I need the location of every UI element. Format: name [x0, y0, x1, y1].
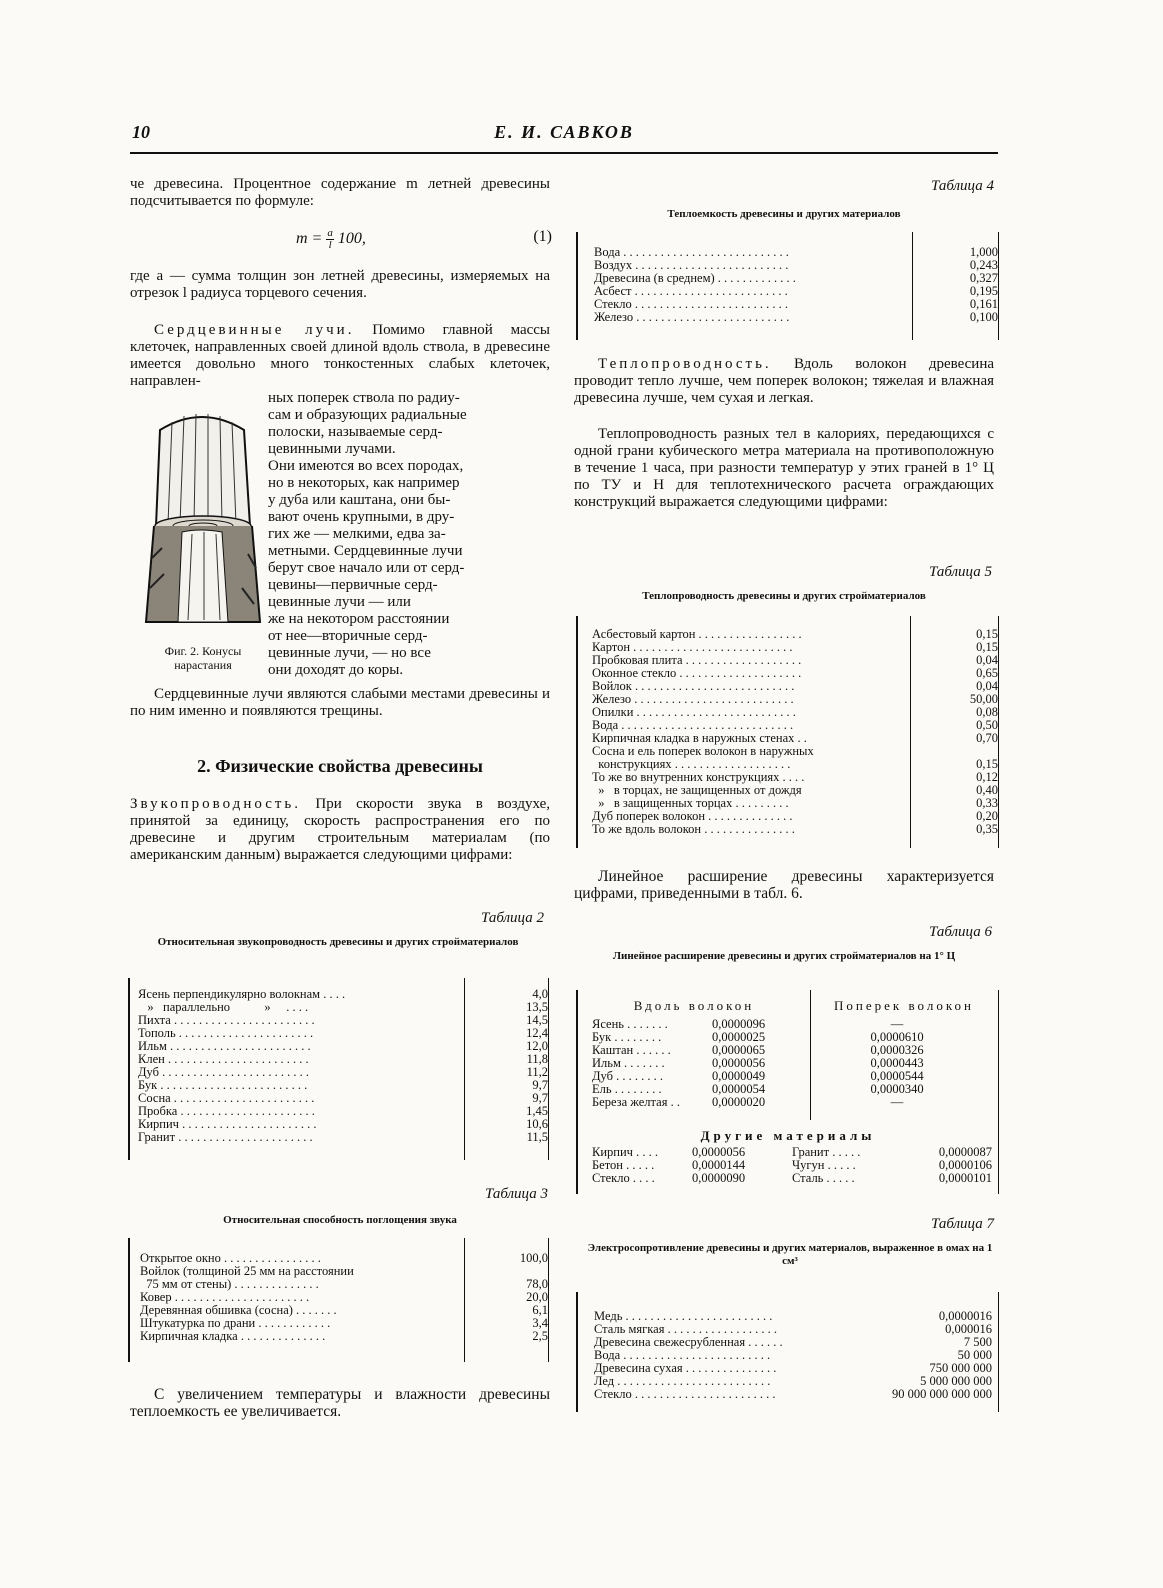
- table-label: Таблица 5: [929, 564, 992, 580]
- row-value: 0,20: [976, 809, 998, 823]
- row-value: 1,000: [969, 245, 998, 259]
- row-value: 0,40: [976, 783, 998, 797]
- column-header-along: Вдоль волокон: [633, 998, 755, 1013]
- paragraph: Линейное расширение древесины характеризуется цифрами, приведенными в табл. 6.: [574, 868, 994, 902]
- row-value: 12,4: [526, 1026, 548, 1040]
- row-label: Сталь мягкая . . . . . . . . . . . . . . . . . .: [594, 1323, 777, 1336]
- row-label: Древесина сухая . . . . . . . . . . . . . . .: [594, 1362, 777, 1375]
- table-row: [594, 1388, 992, 1401]
- row-value: 11,8: [526, 1052, 548, 1066]
- row-value: 0,33: [976, 796, 998, 810]
- row-label: Пихта . . . . . . . . . . . . . . . . . . . . . . .: [138, 1014, 315, 1027]
- row-label: Чугун . . . . .: [792, 1158, 856, 1172]
- paragraph: Теплопроводность разных тел в калориях, передающихся с одной грани кубического метра материала на противоположную в течение 1 часа, при разности температур у этих граней в 1° Ц по ТУ и Н для теплотехнического расчета ограждающих конструкций выражается следующими цифрами:: [574, 426, 994, 510]
- row-value: 0,0000144: [692, 1158, 746, 1172]
- paragraph: где a — сумма толщин зон летней древесины, измеряемых на отрезок l радиуса торцевого сечения.: [130, 268, 550, 301]
- row-label: Гранит . . . . . . . . . . . . . . . . . . . . . .: [138, 1131, 313, 1144]
- row-value: 0,0000101: [938, 1171, 992, 1185]
- row-value: 0,0000056: [692, 1145, 746, 1159]
- table-row: [594, 259, 998, 272]
- row-label: Ясень . . . . . . .: [592, 1017, 668, 1031]
- row-label: » в торцах, не защищенных от дождя: [592, 784, 802, 797]
- value-across: —: [890, 1095, 904, 1109]
- row-label: Ясень перпендикулярно волокнам . . . .: [138, 988, 346, 1001]
- row-label: Древесина свежесрубленная . . . . . .: [594, 1336, 783, 1349]
- row-value: 12,0: [526, 1039, 548, 1053]
- row-label: Ильм . . . . . . . . . . . . . . . . . . . . . . .: [138, 1040, 311, 1053]
- row-value: 4,0: [532, 987, 548, 1001]
- table-row: [594, 298, 998, 311]
- row-label: Дуб . . . . . . . . . . . . . . . . . . . . . . . .: [138, 1066, 309, 1079]
- row-label: Сосна и ель поперек волокон в наружных: [592, 745, 814, 758]
- table-row: [140, 1291, 548, 1304]
- row-label: Картон . . . . . . . . . . . . . . . . . . . . . . . . . .: [592, 641, 793, 654]
- row-label: Деревянная обшивка (сосна) . . . . . . .: [140, 1304, 337, 1317]
- table-row: [140, 1304, 548, 1317]
- row-value: 0,000016: [945, 1322, 992, 1336]
- row-value: 0,195: [969, 284, 998, 298]
- row-label: Войлок (толщиной 25 мм на расстоянии: [140, 1265, 354, 1278]
- row-value: 0,50: [976, 718, 998, 732]
- table-row: [592, 706, 998, 719]
- row-label: То же во внутренних конструкциях . . . .: [592, 771, 805, 784]
- value-across: 0,0000544: [870, 1069, 924, 1083]
- row-label: Медь . . . . . . . . . . . . . . . . . . . . . . . .: [594, 1310, 773, 1323]
- row-label: Железо . . . . . . . . . . . . . . . . . . . . . . . . . .: [592, 693, 794, 706]
- row-label: Клен . . . . . . . . . . . . . . . . . . . . . . .: [138, 1053, 309, 1066]
- table-label: Таблица 2: [481, 910, 544, 926]
- table-row: [592, 1172, 992, 1185]
- row-value: 0,0000106: [938, 1158, 992, 1172]
- table-label: Таблица 6: [929, 924, 992, 940]
- page-number: 10: [132, 122, 150, 142]
- row-label: Ковер . . . . . . . . . . . . . . . . . . . . . .: [140, 1291, 310, 1304]
- row-label: Тополь . . . . . . . . . . . . . . . . . . . . . .: [138, 1027, 314, 1040]
- row-label: Опилки . . . . . . . . . . . . . . . . . . . . . . . . . .: [592, 706, 796, 719]
- value-across: 0,0000443: [870, 1056, 924, 1070]
- table-row: [138, 1066, 548, 1079]
- value-across: —: [890, 1017, 904, 1031]
- row-label: Оконное стекло . . . . . . . . . . . . . . . . . . . .: [592, 667, 802, 680]
- value-along: 0,0000054: [712, 1082, 766, 1096]
- table-row: [140, 1252, 548, 1265]
- table-3: [128, 1238, 549, 1362]
- row-label: Ильм . . . . . . .: [592, 1056, 665, 1070]
- paragraph: Сердцевинные лучи. Помимо главной массы клеточек, направленных своей длиной вдоль ствола, в древесине имеется довольно много тонкостенных слабых клеточек, направлен-: [130, 322, 551, 389]
- table-row: [138, 1040, 548, 1053]
- table-row: [594, 1310, 992, 1323]
- row-value: 11,5: [526, 1130, 548, 1144]
- page-header: [130, 118, 998, 154]
- row-label: Вода . . . . . . . . . . . . . . . . . . . . . . . . . . .: [594, 246, 789, 259]
- row-value: 0,15: [976, 627, 998, 641]
- value-across: 0,0000326: [870, 1043, 924, 1057]
- table-title: Относительная звукопроводность древесины и других стройматериалов: [157, 936, 519, 948]
- row-value: 0,161: [969, 297, 998, 311]
- table-row: [592, 667, 998, 680]
- row-label: Асбест . . . . . . . . . . . . . . . . . . . . . . . . .: [594, 285, 788, 298]
- table-row: [138, 1118, 548, 1131]
- table-row: [138, 1131, 548, 1144]
- row-value: 11,2: [526, 1065, 548, 1079]
- row-label: Асбестовый картон . . . . . . . . . . . . . . . . .: [592, 628, 802, 641]
- table-row: [140, 1278, 548, 1291]
- table-4: [576, 232, 999, 340]
- row-label: Вода . . . . . . . . . . . . . . . . . . . . . . . . . . . .: [592, 719, 794, 732]
- row-label: Кирпичная кладка . . . . . . . . . . . . . .: [140, 1330, 326, 1343]
- paragraph: Сердцевинные лучи являются слабыми местами древесины и по ним именно и появляются трещины.: [130, 686, 550, 719]
- row-label: Штукатурка по драни . . . . . . . . . . . .: [140, 1317, 331, 1330]
- row-value: 78,0: [526, 1277, 548, 1291]
- table-title: Линейное расширение древесины и других стройматериалов на 1° Ц: [612, 950, 956, 962]
- row-value: 20,0: [526, 1290, 548, 1304]
- row-value: 5 000 000 000: [920, 1374, 992, 1388]
- row-value: 50 000: [957, 1348, 992, 1362]
- paragraph: Звукопроводность. При скорости звука в воздухе, принятой за единицу, скорость распространения его по древесине и другим строительным материалам (по американским данным) выражается следующими цифрами:: [130, 796, 550, 863]
- formula: m = $\frac{a}{l} 100$, (1): [296, 227, 552, 251]
- row-label: Войлок . . . . . . . . . . . . . . . . . . . . . . . . . .: [592, 680, 795, 693]
- table-row: [594, 311, 998, 324]
- table-row: [592, 758, 998, 771]
- row-value: 0,35: [976, 822, 998, 836]
- value-along: 0,0000065: [712, 1043, 766, 1057]
- table-row: [592, 823, 998, 836]
- table-7: [576, 1292, 999, 1412]
- row-value: 2,5: [532, 1329, 548, 1343]
- table-title: Теплопроводность древесины и других стройматериалов: [642, 590, 926, 602]
- table-row: [138, 1105, 548, 1118]
- row-value: 0,70: [976, 731, 998, 745]
- growth-cones-figure: [142, 408, 264, 640]
- table-title: Теплоемкость древесины и других материалов: [667, 208, 901, 220]
- row-value: 6,1: [532, 1303, 548, 1317]
- row-label: Стекло . . . . . . . . . . . . . . . . . . . . . . . . .: [594, 298, 788, 311]
- table-row: [592, 810, 998, 823]
- table-title: Относительная способность поглощения звука: [223, 1214, 457, 1226]
- others-header: Другие материалы: [700, 1128, 876, 1143]
- row-value: 14,5: [526, 1013, 548, 1027]
- row-value: 0,12: [976, 770, 998, 784]
- row-value: 0,327: [969, 271, 998, 285]
- row-label: Кирпич . . . .: [592, 1145, 658, 1159]
- row-value: 9,7: [532, 1078, 548, 1092]
- table-row: [592, 1096, 996, 1109]
- table-6: [576, 990, 999, 1194]
- row-value: 90 000 000 000 000: [892, 1387, 992, 1401]
- table-row: [594, 1336, 992, 1349]
- table-row: [138, 1001, 548, 1014]
- table-5: [576, 616, 999, 848]
- paragraph: Теплопроводность. Вдоль волокон древесина проводит тепло лучше, чем поперек волокон; тяжелая и влажная древесина лучше, чем сухая и легкая.: [574, 356, 995, 406]
- row-label: Гранит . . . . .: [792, 1145, 861, 1159]
- row-value: 0,243: [969, 258, 998, 272]
- section-title: 2. Физические свойства древесины: [197, 756, 483, 776]
- formula-number: (1): [533, 228, 552, 245]
- table-row: [140, 1265, 548, 1278]
- row-value: 100,0: [519, 1251, 548, 1265]
- value-along: 0,0000020: [712, 1095, 766, 1109]
- paragraph: С увеличением температуры и влажности древесины теплоемкость ее увеличивается.: [130, 1386, 550, 1420]
- row-label: Вода . . . . . . . . . . . . . . . . . . . . . . . .: [594, 1349, 771, 1362]
- table-row: [592, 693, 998, 706]
- row-value: 0,0000090: [692, 1171, 746, 1185]
- row-label: Бетон . . . . .: [592, 1158, 655, 1172]
- row-value: 9,7: [532, 1091, 548, 1105]
- row-label: Открытое окно . . . . . . . . . . . . . . . .: [140, 1252, 321, 1265]
- row-value: 0,15: [976, 640, 998, 654]
- table-row: [592, 680, 998, 693]
- value-along: 0,0000025: [712, 1030, 766, 1044]
- row-value: 7 500: [963, 1335, 992, 1349]
- row-label: » параллельно » . . . .: [138, 1001, 309, 1014]
- row-value: 750 000 000: [929, 1361, 992, 1375]
- row-label: 75 мм от стены) . . . . . . . . . . . . . .: [140, 1278, 319, 1291]
- row-label: Стекло . . . . . . . . . . . . . . . . . . . . . . .: [594, 1388, 776, 1401]
- value-along: 0,0000056: [712, 1056, 766, 1070]
- table-row: [592, 797, 998, 810]
- running-head: Е. И. САВКОВ: [494, 122, 634, 142]
- value-across: 0,0000340: [870, 1082, 924, 1096]
- table-row: [592, 719, 998, 732]
- row-label: Дуб поперек волокон . . . . . . . . . . . . . .: [592, 810, 793, 823]
- row-label: Береза желтая . .: [592, 1095, 680, 1109]
- table-row: [138, 988, 548, 1001]
- table-row: [138, 1092, 548, 1105]
- table-row: [592, 771, 998, 784]
- row-label: Древесина (в среднем) . . . . . . . . . . . . .: [594, 272, 796, 285]
- row-label: Бук . . . . . . . .: [592, 1030, 662, 1044]
- row-value: 0,0000016: [938, 1309, 992, 1323]
- table-row: [594, 285, 998, 298]
- row-label: Железо . . . . . . . . . . . . . . . . . . . . . . . . .: [594, 311, 790, 324]
- row-value: 50,00: [969, 692, 998, 706]
- table-row: [592, 732, 998, 745]
- row-value: 0,15: [976, 757, 998, 771]
- table-label: Таблица 7: [931, 1216, 994, 1232]
- wrapped-text: ных поперек ствола по радиу- сам и образующих радиальные полоски, называемые серд- цевинными лучами. Они имеются во всех породах, но в некоторых, как например у дуба или каштана, они бы- вают очень крупными, в дру- гих же — мелкими, едва за- метными. Сердцевинные лучи берут свое начало или от серд- цевины—первичные серд- цевинные лучи — или же на некотором расстоянии от нее—вторичные серд- цевинные лучи, — но все они доходят до коры.: [268, 390, 467, 678]
- row-value: 3,4: [532, 1316, 548, 1330]
- table-row: [592, 784, 998, 797]
- row-value: 0,65: [976, 666, 998, 680]
- value-across: 0,0000610: [870, 1030, 924, 1044]
- table-row: [140, 1330, 548, 1343]
- paragraph: че древесина. Процентное содержание m летней древесины подсчитывается по формуле:: [130, 176, 550, 209]
- row-label: Сосна . . . . . . . . . . . . . . . . . . . . . . .: [138, 1092, 315, 1105]
- fraction: $\frac{a}{l}$: [327, 227, 333, 251]
- table-row: [140, 1317, 548, 1330]
- table-row: [592, 628, 998, 641]
- row-value: 0,04: [976, 679, 998, 693]
- row-value: 0,100: [969, 310, 998, 324]
- row-value: 0,04: [976, 653, 998, 667]
- table-row: [138, 1053, 548, 1066]
- row-label: Стекло . . . .: [592, 1171, 655, 1185]
- row-label: конструкциях . . . . . . . . . . . . . . . . . . .: [592, 758, 791, 771]
- table-label: Таблица 4: [931, 178, 994, 194]
- row-value: 1,45: [526, 1104, 548, 1118]
- table-title: Электросопротивление древесины и других материалов, выраженное в омах на 1 см³: [587, 1242, 993, 1267]
- table-row: [138, 1027, 548, 1040]
- row-label: Ель . . . . . . . .: [592, 1082, 662, 1096]
- row-label: Сталь . . . . .: [792, 1171, 855, 1185]
- table-row: [592, 654, 998, 667]
- table-row: [594, 1323, 992, 1336]
- row-value: 0,0000087: [938, 1145, 992, 1159]
- row-label: Воздух . . . . . . . . . . . . . . . . . . . . . . . . .: [594, 259, 789, 272]
- row-value: 10,6: [526, 1117, 548, 1131]
- row-label: Лед . . . . . . . . . . . . . . . . . . . . . . . . .: [594, 1375, 771, 1388]
- row-label: Бук . . . . . . . . . . . . . . . . . . . . . . . .: [138, 1079, 308, 1092]
- row-label: » в защищенных торцах . . . . . . . . .: [592, 797, 789, 810]
- value-along: 0,0000049: [712, 1069, 766, 1083]
- row-value: 13,5: [526, 1000, 548, 1014]
- table-2: [128, 978, 549, 1160]
- column-header-across: Поперек волокон: [834, 998, 974, 1013]
- row-label: Каштан . . . . . .: [592, 1043, 671, 1057]
- row-label: Пробковая плита . . . . . . . . . . . . . . . . . . .: [592, 654, 802, 667]
- table-row: [594, 272, 998, 285]
- row-label: Дуб . . . . . . . .: [592, 1069, 663, 1083]
- value-along: 0,0000096: [712, 1017, 766, 1031]
- table-row: [592, 641, 998, 654]
- row-label: Кирпичная кладка в наружных стенах . .: [592, 732, 807, 745]
- table-label: Таблица 3: [485, 1186, 548, 1202]
- row-label: Пробка . . . . . . . . . . . . . . . . . . . . . .: [138, 1105, 315, 1118]
- row-label: Кирпич . . . . . . . . . . . . . . . . . . . . . .: [138, 1118, 317, 1131]
- table-row: [138, 1014, 548, 1027]
- table-row: [138, 1079, 548, 1092]
- row-label: То же вдоль волокон . . . . . . . . . . . . . . .: [592, 823, 795, 836]
- table-row: [594, 246, 998, 259]
- table-row: [592, 745, 998, 758]
- row-value: 0,08: [976, 705, 998, 719]
- figure-caption: Фиг. 2. Конусы нарастания: [164, 644, 242, 672]
